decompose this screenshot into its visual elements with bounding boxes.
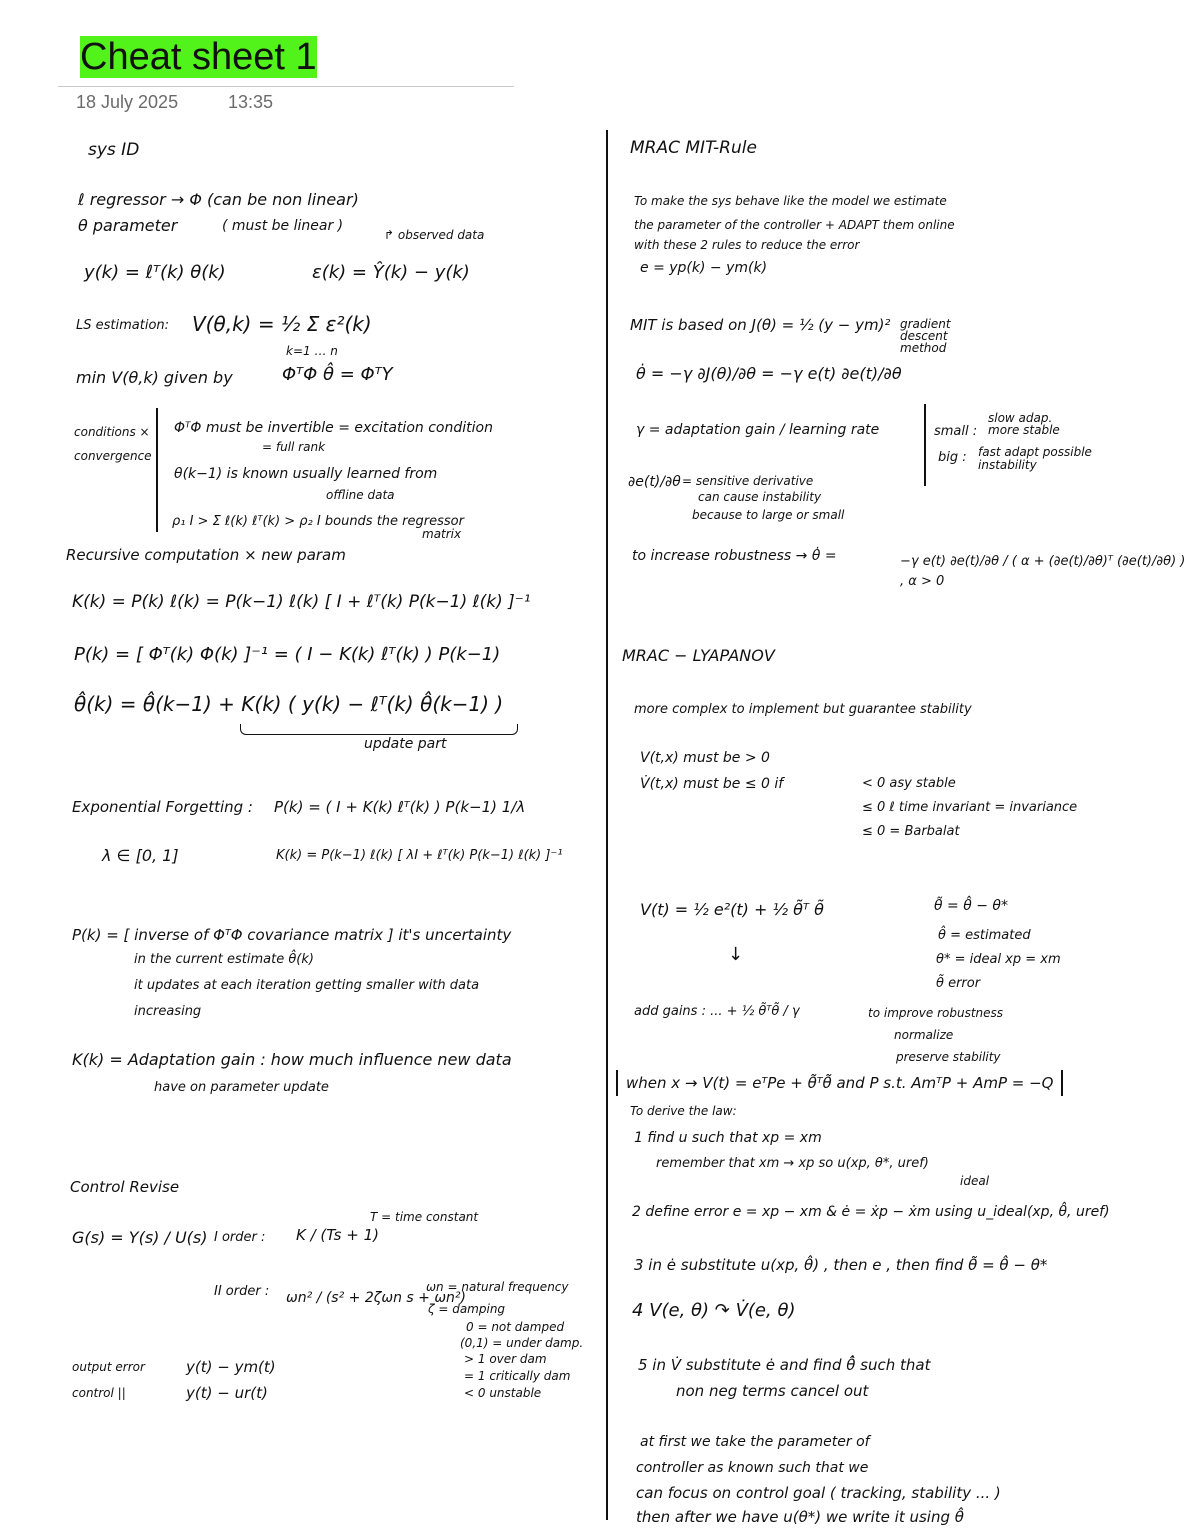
small-gain-desc: slow adap. more stable — [988, 411, 1060, 437]
exp-forgetting-label: Exponential Forgetting : — [72, 798, 253, 816]
damping-critical: = 1 critically dam — [464, 1369, 571, 1383]
big-gain-label: big : — [938, 450, 967, 465]
final-note-4: then after we have u(θ*) we write it using θ̂ — [636, 1508, 964, 1526]
condition-1: ΦᵀΦ must be invertible = excitation condition — [174, 420, 493, 436]
exp-forgetting-K: K(k) = P(k−1) ℓ(k) [ λI + ℓᵀ(k) P(k−1) ℓ(k) ]⁻¹ — [276, 848, 563, 863]
K-description-2: have on parameter update — [154, 1080, 329, 1095]
mrac-heading: MRAC MIT-Rule — [630, 138, 757, 158]
must-linear-note: ( must be linear ) — [222, 218, 344, 234]
condition-2b: offline data — [326, 488, 395, 502]
mrac-intro-3: with these 2 rules to reduce the error — [634, 238, 860, 252]
derive-heading: To derive the law: — [630, 1104, 737, 1118]
damping-zero: 0 = not damped — [466, 1320, 565, 1334]
P-description-1: P(k) = [ inverse of ΦᵀΦ covariance matrix ] it's uncertainty — [72, 926, 512, 944]
condition-2: θ(k−1) is known usually learned from — [174, 466, 438, 482]
output-error-eq: y(t) − ym(t) — [186, 1358, 276, 1376]
add-gains-line: add gains : ... + ½ θ̃ᵀθ̃ / γ — [634, 1004, 800, 1019]
conditions-brace — [156, 408, 158, 532]
step-1b: remember that xm → xp so u(xp, θ*, uref) — [656, 1156, 929, 1171]
second-order-tf: ωn² / (s² + 2ζωn s + ωn²) — [286, 1290, 466, 1306]
model-equation: y(k) = ℓᵀ(k) θ(k) — [84, 262, 226, 283]
lambda-range: λ ∈ [0, 1] — [102, 846, 179, 865]
gain-brace — [924, 404, 926, 486]
sensitivity-desc-1: = sensitive derivative — [682, 474, 814, 488]
final-note-1: at first we take the parameter of — [640, 1434, 870, 1450]
update-part-label: update part — [364, 736, 447, 752]
control-heading: Control Revise — [70, 1178, 180, 1196]
lyapunov-heading: MRAC − LYAPANOV — [622, 646, 775, 665]
second-order-label: II order : — [214, 1284, 270, 1299]
normalized-update-rule: −γ e(t) ∂e(t)/∂θ / ( α + (∂e(t)/∂θ)ᵀ (∂e(t)/∂θ) ) , α > 0 — [900, 554, 1186, 589]
observed-data-note: ↱ observed data — [384, 228, 485, 242]
mrac-intro-2: the parameter of the controller + ADAPT them online — [634, 218, 955, 232]
conditions-label: conditions × convergence — [74, 425, 152, 463]
gradient-descent-note: gradient descent method — [900, 317, 951, 355]
note-time: 13:35 — [228, 92, 274, 112]
step-2: 2 define error e = xp − xm & ė = ẋp − ẋm using u_ideal(xp, θ̂, uref) — [632, 1204, 1110, 1220]
output-error-label: output error — [72, 1360, 145, 1374]
theta-star-def: θ* = ideal xp = xm — [936, 952, 1061, 967]
recursive-heading: Recursive computation × new param — [66, 546, 346, 564]
small-gain-label: small : — [934, 424, 978, 439]
step-3: 3 in ė substitute u(xp, θ̂) , then e , then find θ̃ = θ̂ − θ* — [634, 1256, 1048, 1274]
sensitivity-desc-3: because to large or small — [692, 508, 845, 522]
barbalat-note: ≤ 0 = Barbalat — [862, 824, 960, 839]
step-5b: non neg terms cancel out — [676, 1382, 869, 1400]
final-note-3: can focus on control goal ( tracking, stability ... ) — [636, 1484, 1001, 1502]
condition-1b: = full rank — [262, 440, 326, 454]
parameter-def: θ parameter — [78, 216, 178, 235]
step-4: 4 V(e, θ) ↷ V̇(e, θ) — [632, 1300, 796, 1321]
update-brace — [240, 724, 518, 735]
adaptation-gain-def: γ = adaptation gain / learning rate — [636, 422, 880, 438]
error-equation: ε(k) = Ŷ(k) − y(k) — [312, 262, 470, 283]
damping-over: > 1 over dam — [464, 1352, 547, 1366]
final-note-2: controller as known such that we — [636, 1460, 869, 1476]
step-5: 5 in V̇ substitute ė and find θ̂̇ such that — [638, 1356, 931, 1374]
invariance-note: ≤ 0 ℓ time invariant = invariance — [862, 800, 1078, 815]
robustness-label: to increase robustness → θ̇ = — [632, 548, 837, 564]
K-description-1: K(k) = Adaptation gain : how much influence new data — [72, 1050, 512, 1069]
gains-note-1: to improve robustness — [868, 1006, 1004, 1020]
lyapunov-intro: more complex to implement but guarantee stability — [634, 702, 972, 717]
mit-update-rule: θ̇ = −γ ∂J(θ)/∂θ = −γ e(t) ∂e(t)/∂θ — [636, 364, 902, 383]
condition-3: ρ₁ I > Σ ℓ(k) ℓᵀ(k) > ρ₂ I bounds the regressor — [172, 514, 464, 529]
P-description-4: increasing — [134, 1004, 202, 1019]
V-condition: V(t,x) must be > 0 — [640, 750, 770, 766]
mit-cost-function: MIT is based on J(θ) = ½ (y − ym)² — [630, 316, 891, 334]
damping-note: ζ = damping — [428, 1302, 506, 1316]
step-1c: ideal — [960, 1174, 990, 1188]
theta-update-equation: θ̂(k) = θ̂(k−1) + K(k) ( y(k) − ℓᵀ(k) θ̂(k−1) ) — [74, 692, 504, 716]
sysid-heading: sys ID — [88, 140, 140, 160]
sensitivity-label: ∂e(t)/∂θ — [628, 474, 681, 490]
control-error-eq: y(t) − ur(t) — [186, 1384, 268, 1402]
tracking-error-def: e = yp(k) − ym(k) — [640, 260, 768, 276]
page-title: Cheat sheet 1 — [80, 36, 317, 78]
theta-hat-def: θ̂ = estimated — [938, 928, 1031, 943]
note-date: 18 July 2025 — [76, 92, 179, 112]
ls-sum-limits: k=1 … n — [286, 344, 338, 358]
down-arrow-icon: ↓ — [728, 944, 744, 965]
Vdot-condition: V̇(t,x) must be ≤ 0 if — [640, 776, 784, 792]
ls-label: LS estimation: — [76, 318, 170, 333]
condition-3b: matrix — [422, 527, 462, 541]
step-1: 1 find u such that xp = xm — [634, 1130, 822, 1146]
P-description-2: in the current estimate θ̂(k) — [134, 952, 314, 967]
transfer-function-def: G(s) = Y(s) / U(s) — [72, 1228, 208, 1247]
title-underline — [58, 86, 514, 87]
sensitivity-desc-2: can cause instability — [698, 490, 822, 504]
covariance-equation: P(k) = [ Φᵀ(k) Φ(k) ]⁻¹ = ( I − K(k) ℓᵀ(k) ) P(k−1) — [74, 644, 501, 665]
ls-equation: V(θ,k) = ½ Σ ε²(k) — [192, 312, 372, 336]
gain-equation: K(k) = P(k) ℓ(k) = P(k−1) ℓ(k) [ I + ℓᵀ(k) P(k−1) ℓ(k) ]⁻¹ — [72, 592, 531, 612]
column-divider — [606, 130, 608, 1520]
time-constant-note: T = time constant — [370, 1210, 479, 1224]
asy-stable-note: < 0 asy stable — [862, 776, 956, 791]
lyapunov-function: V(t) = ½ e²(t) + ½ θ̃ᵀ θ̃ — [640, 900, 824, 919]
first-order-tf: K / (Ts + 1) — [296, 1226, 379, 1244]
damping-under: (0,1) = under damp. — [460, 1336, 584, 1350]
exp-forgetting-P: P(k) = ( I + K(k) ℓᵀ(k) ) P(k−1) 1/λ — [274, 798, 526, 816]
P-description-3: it updates at each iteration getting smaller with data — [134, 978, 480, 993]
first-order-label: I order : — [214, 1230, 266, 1245]
gains-note-3: preserve stability — [896, 1050, 1001, 1064]
control-error-label: control || — [72, 1386, 126, 1400]
normal-equation: ΦᵀΦ θ̂ = ΦᵀY — [282, 364, 393, 385]
state-space-lyapunov: when x → V(t) = eᵀPe + θ̃ᵀθ̃ and P s.t. AmᵀP + AmP = −Q — [616, 1070, 1063, 1096]
damping-unstable: < 0 unstable — [464, 1386, 542, 1400]
big-gain-desc: fast adapt possible instability — [978, 445, 1092, 472]
theta-tilde-error: θ̃ error — [936, 976, 981, 991]
theta-tilde-def: θ̃ = θ̂ − θ* — [934, 898, 1008, 914]
mrac-intro-1: To make the sys behave like the model we estimate — [634, 194, 947, 208]
gains-note-2: normalize — [894, 1028, 954, 1042]
regressor-def: ℓ regressor → Φ (can be non linear) — [78, 190, 359, 209]
natural-frequency-note: ωn = natural frequency — [426, 1280, 569, 1294]
min-label: min V(θ,k) given by — [76, 368, 233, 387]
